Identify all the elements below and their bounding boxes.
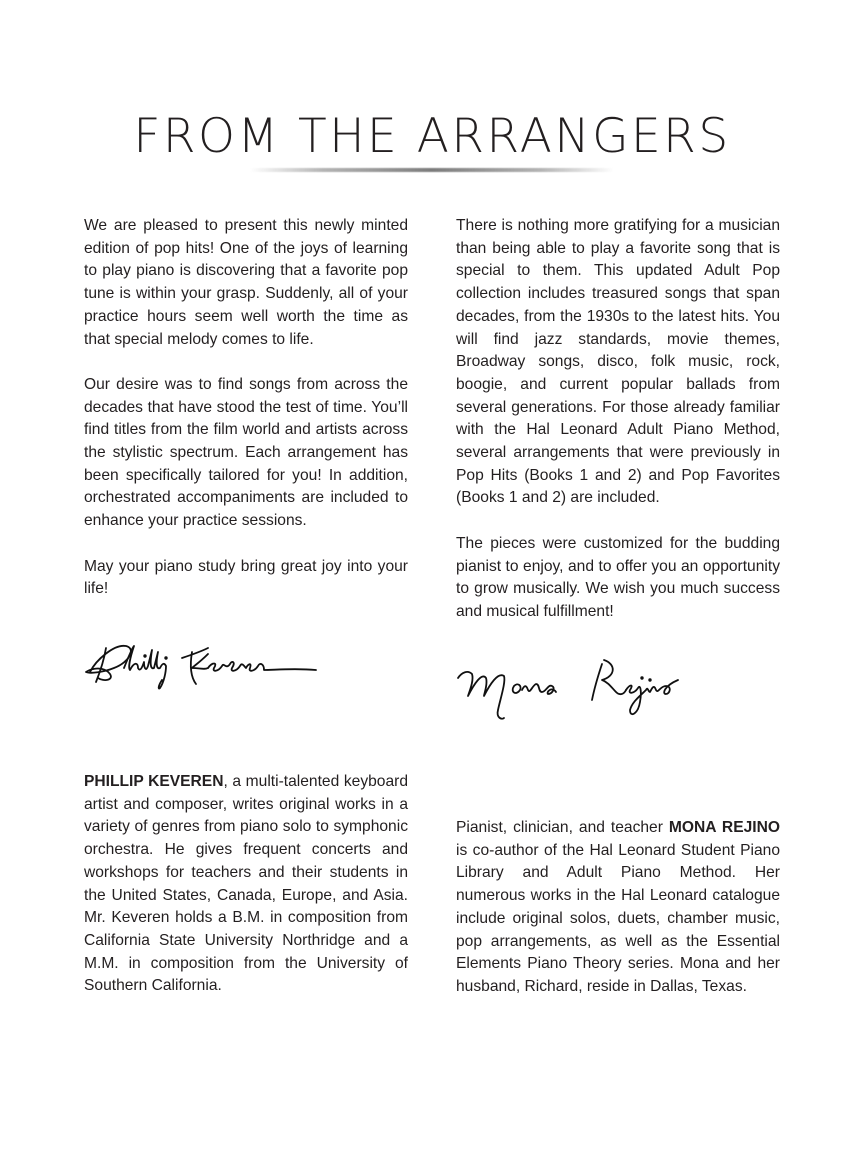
right-paragraph-2: The pieces were customized for the budding pianist to enjoy, and to offer you an opportunity to grow musically. We wish you much success and musical fulfillment! — [456, 534, 780, 620]
left-paragraph-3: May your piano study bring great joy into your life! — [84, 557, 408, 598]
page-title: FROM THE ARRANGERS — [133, 109, 731, 165]
mona-rejino-signature — [454, 650, 684, 730]
bio-name-phillip-keveren: PHILLIP KEVEREN — [84, 773, 224, 790]
left-intro-text — [84, 215, 408, 601]
bio-name-mona-rejino: MONA REJINO — [668, 819, 780, 836]
title-divider — [250, 168, 614, 172]
right-intro-text — [456, 215, 780, 624]
right-paragraph-1: There is nothing more gratifying for a musician than being able to play a favorite song that is special to them. This updated Adult Pop collection includes treasured songs that span decades, from the 1930s to the latest hits. You will find jazz standards, movie themes, Broadway songs, disco, folk music, rock, boogie, and current popular ballads from several generations. For those already familiar with the Hal Leonard Adult Piano Method, several arrangements that were previously in Pop Hits (Books 1 and 2) and Pop Favorites (Books 1 and 2) are included. — [456, 217, 780, 507]
left-paragraph-2: Our desire was to find songs from across the decades that have stood the test of time. You’ll find titles from the film world and artists across the stylistic spectrum. Each arrangement has been specifically tailored for you! In addition, orchestrated accompaniments are included to enhance your practice sessions. — [84, 375, 408, 530]
bio-text-mona-rejino: is co-author of the Hal Leonard Student Piano Library and Adult Piano Method. Her numerous works in the Hal Leonard catalogue include original solos, duets, chamber music, pop arrangements, as well as the Essential Elements Piano Theory series. Mona and her husband, Richard, reside in Dallas, Texas. — [456, 841, 780, 995]
phillip-keveren-bio — [84, 771, 408, 998]
phillip-keveren-signature — [84, 632, 324, 696]
bio-text-phillip-keveren: , a multi-talented keyboard artist and composer, writes original works in a variety of genres from piano solo to symphonic orchestra. He gives frequent concerts and workshops for teachers and their students in the United States, Canada, Europe, and Asia. Mr. Keveren holds a B.M. in composition from California State University Northridge and a M.M. in composition from the University of Southern California. — [84, 773, 409, 995]
mona-rejino-bio — [456, 817, 780, 999]
left-paragraph-1: We are pleased to present this newly minted edition of pop hits! One of the joys of learning to play piano is discovering that a favorite pop tune is within your grasp. Suddenly, all of your practice hours seem well worth the time as that special melody comes to life. — [84, 217, 408, 348]
bio-prefix-mona-rejino: Pianist, clinician, and teacher — [456, 819, 669, 836]
